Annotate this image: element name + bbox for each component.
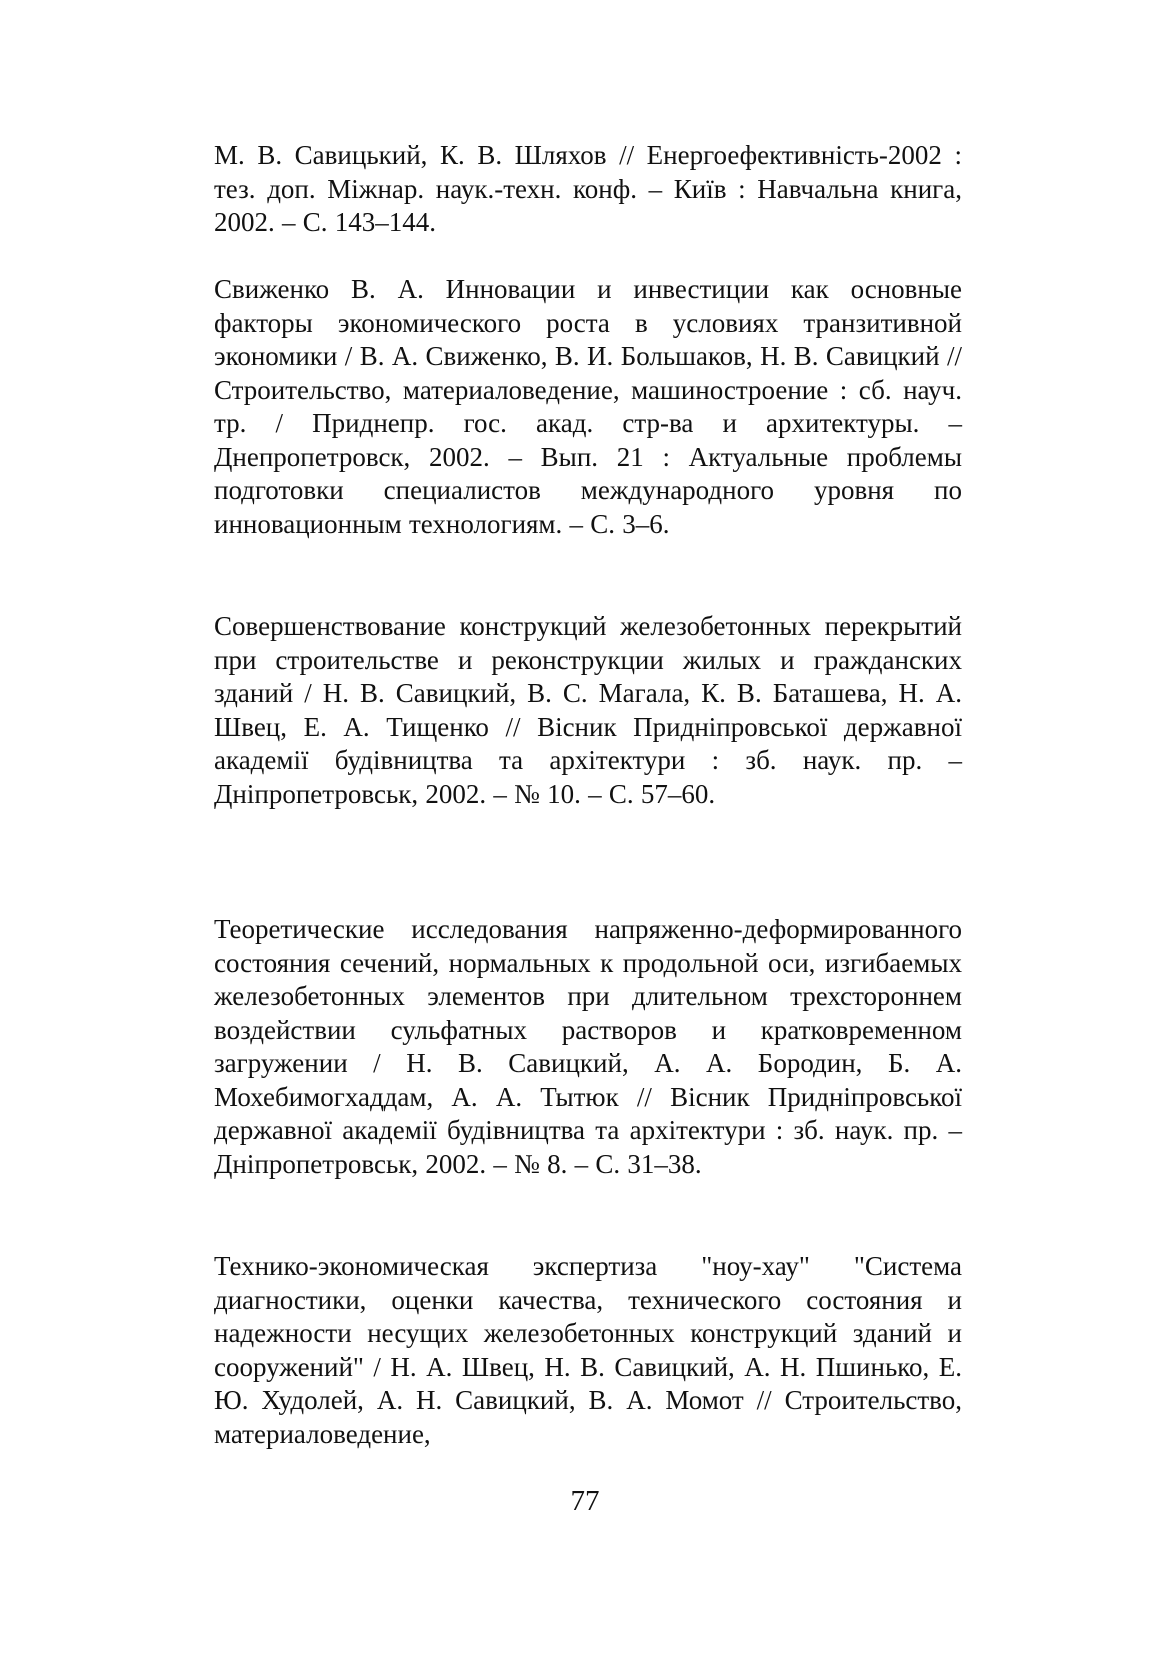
- bibliography-entry: Свиженко В. А. Инновации и инвестиции как основные факторы экономического роста в условиях транзитивной экономики / В. А. Свиженко, В. И. Большаков, Н. В. Савицкий // Строительство, материаловедение, машиностроение : сб. науч. тр. / Приднепр. гос. акад. стр-ва и архитектуры. – Днепропетровск, 2002. – Вып. 21 : Актуальные проблемы подготовки специалистов международного уровня по инновационным технологиям. – С. 3–6.: [214, 274, 962, 539]
- bibliography-entry: Технико-экономическая экспертиза "ноу-хау" "Система диагностики, оценки качества, технического состояния и надежности несущих железобетонных конструкций зданий и сооружений" / Н. А. Швец, Н. В. Савицкий, А. Н. Пшинько, Е. Ю. Худолей, А. Н. Савицкий, В. А. Момот // Строительство, материаловедение,: [214, 1251, 962, 1449]
- page-number: 77: [570, 1485, 600, 1517]
- bibliography-entry: Теоретические исследования напряженно-деформированного состояния сечений, нормальных к продольной оси, изгибаемых железобетонных элементов при длительном трехстороннем воздействии сульфатных растворов и кратковременном загружении / Н. В. Савицкий, А. А. Бородин, Б. А. Мохебимогхаддам, А. А. Тытюк // Вісник Придніпровської державної академії будівництва та архітектури : зб. наук. пр. – Дніпропетровськ, 2002. – № 8. – С. 31–38.: [214, 914, 962, 1179]
- bibliography-entry: М. В. Савицький, К. В. Шляхов // Енергоефективність-2002 : тез. доп. Міжнар. наук.-техн. конф. – Київ : Навчальна книга, 2002. – С. 143–144.: [214, 140, 962, 237]
- bibliography-entry: Совершенствование конструкций железобетонных перекрытий при строительстве и реконструкции жилых и гражданских зданий / Н. В. Савицкий, В. С. Магала, К. В. Баташева, Н. А. Швец, Е. А. Тищенко // Вісник Придніпровської державної академії будівництва та архітектури : зб. наук. пр. – Дніпропетровськ, 2002. – № 10. – С. 57–60.: [214, 611, 962, 809]
